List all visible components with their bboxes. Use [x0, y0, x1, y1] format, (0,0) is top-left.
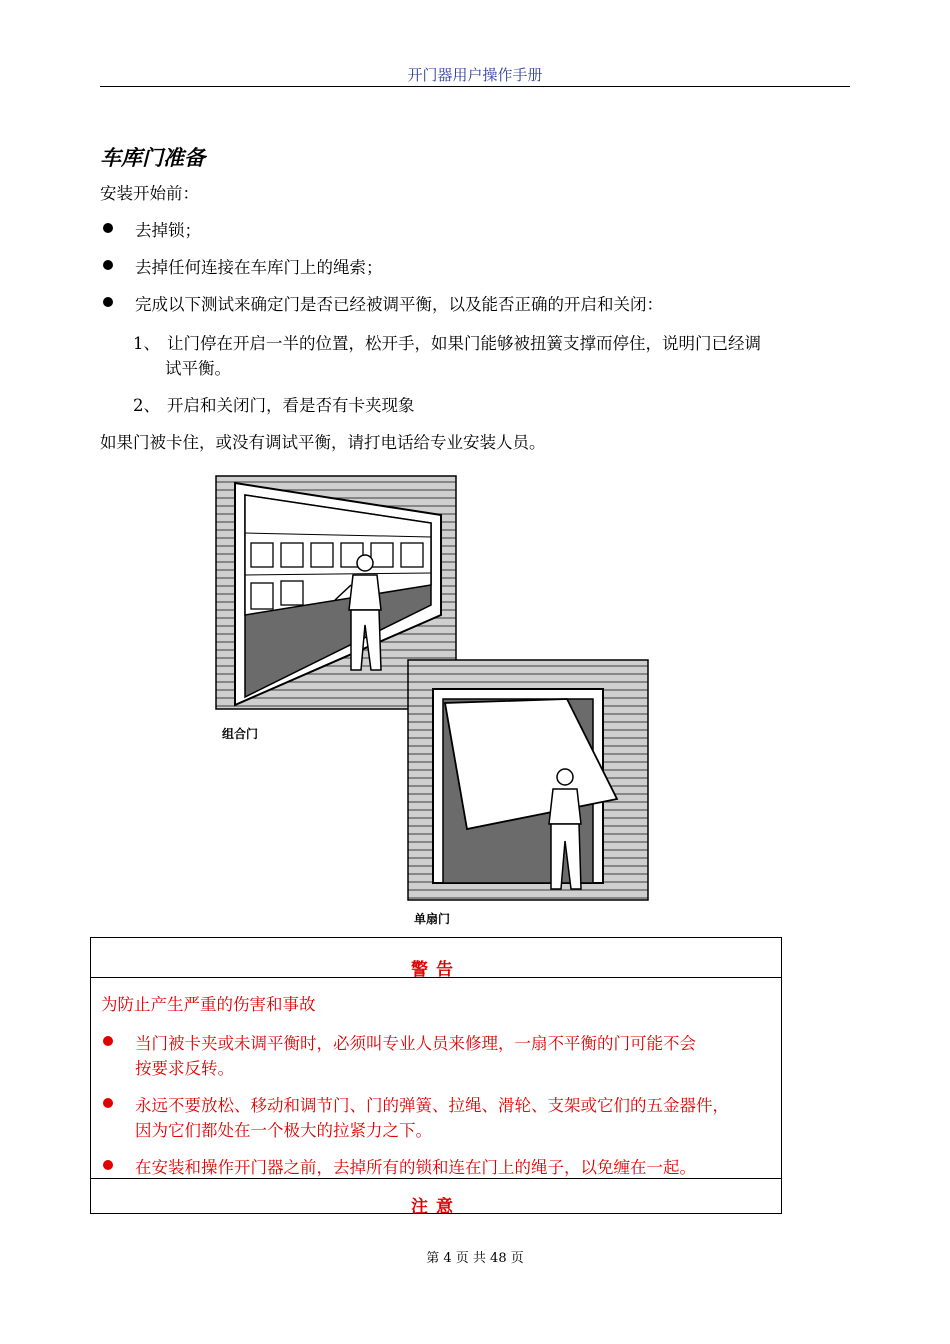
step-number: 1、 — [133, 334, 160, 353]
warning-item-cont: 因为它们都处在一个极大的拉紧力之下。 — [135, 1121, 432, 1140]
sectional-door-caption: 组合门 — [222, 727, 259, 741]
single-door-caption: 单扇门 — [414, 912, 451, 926]
warning-intro: 为防止产生严重的伤害和事故 — [101, 995, 316, 1014]
single-door-illustration — [407, 659, 649, 901]
warning-bullet-dot — [103, 1160, 113, 1170]
list-item: 去掉锁； — [135, 221, 201, 240]
intro-text: 安装开始前： — [100, 184, 199, 203]
step-text-cont: 试平衡。 — [165, 359, 231, 378]
header-rule — [100, 86, 850, 87]
step-text: 让门停在开启一半的位置，松开手，如果门能够被扭簧支撑而停住，说明门已经调 — [167, 334, 761, 353]
note-text: 如果门被卡住，或没有调试平衡，请打电话给专业安装人员。 — [100, 433, 546, 452]
section-title: 车库门准备 — [100, 145, 205, 170]
page-header: 开门器用户操作手册 — [407, 66, 543, 84]
bullet-dot — [103, 223, 113, 233]
warning-bullet-dot — [103, 1036, 113, 1046]
page-number: 第 4 页 共 48 页 — [426, 1251, 524, 1266]
warning-item: 永远不要放松、移动和调节门、门的弹簧、拉绳、滑轮、支架或它们的五金器件， — [135, 1096, 729, 1115]
step-number: 2、 — [133, 396, 160, 415]
warning-box — [90, 937, 782, 1217]
step-text: 开启和关闭门，看是否有卡夹现象 — [167, 396, 415, 415]
caution-divider — [91, 1178, 781, 1179]
bullet-dot — [103, 260, 113, 270]
warning-bullet-dot — [103, 1098, 113, 1108]
list-item: 去掉任何连接在车库门上的绳索； — [135, 258, 383, 277]
list-item: 完成以下测试来确定门是否已经被调平衡，以及能否正确的开启和关闭： — [135, 295, 663, 314]
warning-divider — [91, 977, 781, 978]
warning-item-cont: 按要求反转。 — [135, 1059, 234, 1078]
warning-title: 警告 — [411, 960, 461, 980]
warning-item: 当门被卡夹或未调平衡时，必须叫专业人员来修理，一扇不平衡的门可能不会 — [135, 1034, 696, 1053]
bullet-dot — [103, 297, 113, 307]
warning-item: 在安装和操作开门器之前，去掉所有的锁和连在门上的绳子，以免缠在一起。 — [135, 1158, 696, 1177]
caution-title: 注意 — [411, 1197, 461, 1217]
